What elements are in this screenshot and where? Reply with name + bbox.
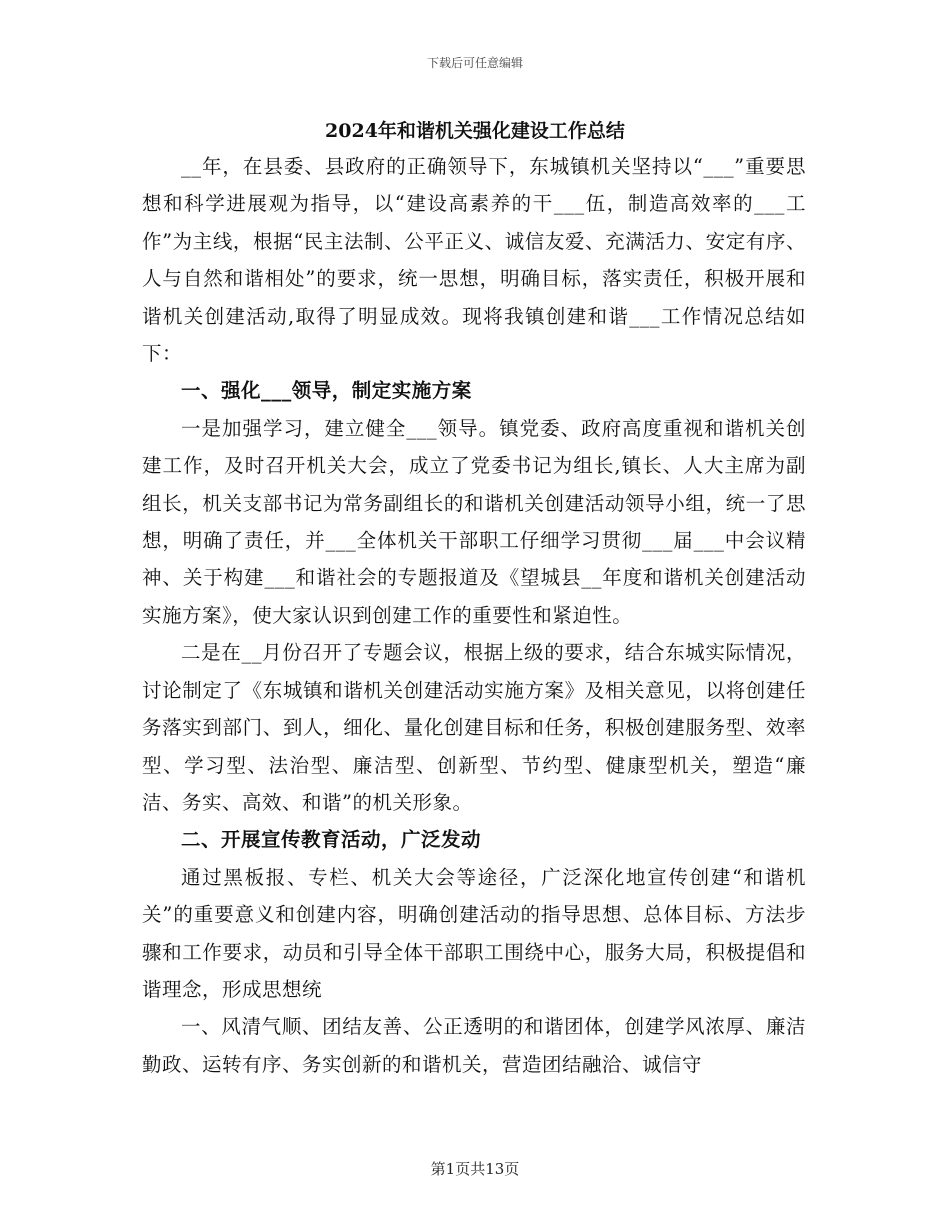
- document-title: 2024年和谐机关强化建设工作总结: [325, 120, 625, 142]
- paragraph-2-1: 通过黑板报、专栏、机关大会等途径，广泛深化地宣传创建“和谐机关”的重要意义和创建内容，明确创建活动的指导思想、总体目标、方法步骤和工作要求，动员和引导全体干部职工围绕中心，服务大局，积极提倡和谐理念，形成思想统: [142, 865, 806, 1001]
- document-body: [142, 148, 806, 1083]
- section-heading-2: 二、开展宣传教育活动，广泛发动: [181, 828, 482, 852]
- paragraph-intro: __年，在县委、县政府的正确领导下，东城镇机关坚持以“___”重要思想和科学进展观为指导，以“建设高素养的干___伍，制造高效率的___工作”为主线，根据“民主法制、公平正义、诚信友爱、充满活力、安定有序、人与自然和谐相处”的要求，统一思想，明确目标，落实责任，积极开展和谐机关创建活动,取得了明显成效。现将我镇创建和谐___工作情况总结如下：: [142, 155, 806, 366]
- paragraph-1-2: 二是在__月份召开了专题会议，根据上级的要求，结合东城实际情况，讨论制定了《东城镇和谐机关创建活动实施方案》及相关意见，以将创建任务落实到部门、到人，细化、量化创建目标和任务，积极创建服务型、效率型、学习型、法治型、廉洁型、创新型、节约型、健康型机关，塑造“廉洁、务实、高效、和谐”的机关形象。: [142, 641, 806, 814]
- paragraph-2-2: 一、风清气顺、团结友善、公正透明的和谐团体，创建学风浓厚、廉洁勤政、运转有序、务实创新的和谐机关，营造团结融洽、诚信守: [142, 1015, 806, 1076]
- header-note: 下载后可任意编辑: [426, 56, 523, 70]
- paragraph-1-1: 一是加强学习，建立健全___领导。镇党委、政府高度重视和谐机关创建工作，及时召开机关大会，成立了党委书记为组长,镇长、人大主席为副组长，机关支部书记为常务副组长的和谐机关创建活动领导小组，统一了思想，明确了责任，并___全体机关干部职工仔细学习贯彻___届___中会议精神、关于构建___和谐社会的专题报道及《望城县__年度和谐机关创建活动实施方案》，使大家认识到创建工作的重要性和紧迫性。: [142, 416, 806, 627]
- section-heading-1: 一、强化___领导，制定实施方案: [181, 379, 472, 403]
- page-footer: 第1页共13页: [430, 1160, 520, 1178]
